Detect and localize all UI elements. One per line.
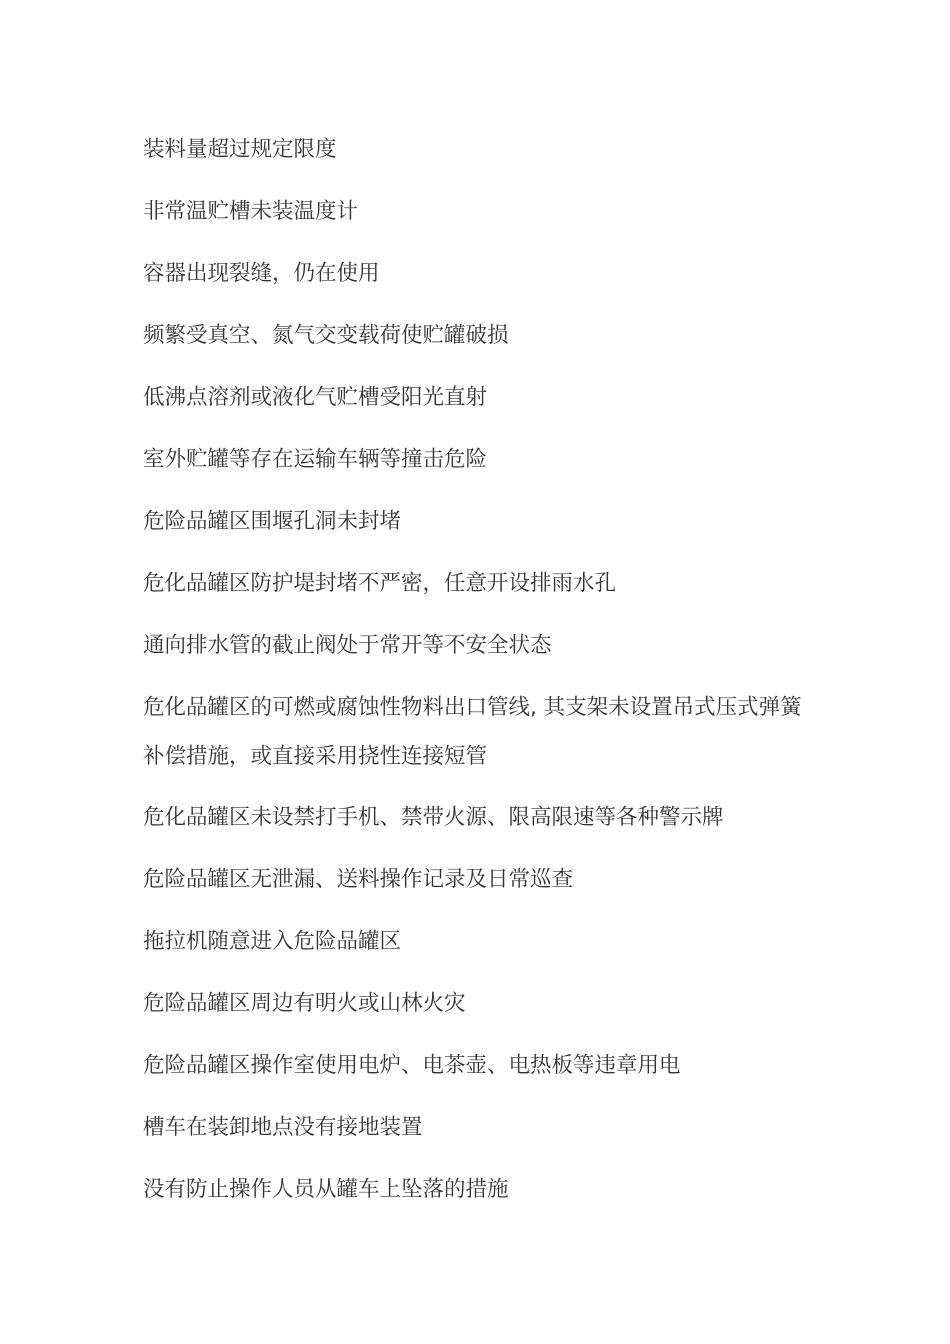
- list-item: 装料量超过规定限度: [143, 137, 337, 162]
- hazard-list: [143, 135, 818, 1237]
- list-item: 危险品罐区操作室使用电炉、电茶壶、电热板等违章用电: [143, 1053, 681, 1078]
- list-item: 非常温贮槽未装温度计: [143, 199, 359, 224]
- list-item: 危化品罐区防护堤封堵不严密，任意开设排雨水孔: [143, 571, 617, 596]
- list-item: 危险品罐区无泄漏、送料操作记录及日常巡查: [143, 867, 574, 892]
- list-item: 拖拉机随意进入危险品罐区: [143, 929, 402, 954]
- list-item: 危险品罐区周边有明火或山林火灾: [143, 991, 466, 1016]
- list-item: 危化品罐区的可燃或腐蚀性物料出口管线, 其支架未设置吊式压式弹簧补偿措施，或直接采用挠性连接短管: [143, 695, 802, 769]
- list-item: 室外贮罐等存在运输车辆等撞击危险: [143, 447, 488, 472]
- list-item: 容器出现裂缝，仍在使用: [143, 261, 380, 286]
- list-item: 槽车在装卸地点没有接地装置: [143, 1115, 423, 1140]
- list-item: 频繁受真空、氮气交变载荷使贮罐破损: [143, 323, 509, 348]
- list-item: 没有防止操作人员从罐车上坠落的措施: [143, 1177, 509, 1202]
- list-item: 低沸点溶剂或液化气贮槽受阳光直射: [143, 385, 488, 410]
- list-item: 危化品罐区未设禁打手机、禁带火源、限高限速等各种警示牌: [143, 805, 724, 830]
- list-item: 通向排水管的截止阀处于常开等不安全状态: [143, 633, 552, 658]
- list-item: 危险品罐区围堰孔洞未封堵: [143, 509, 402, 534]
